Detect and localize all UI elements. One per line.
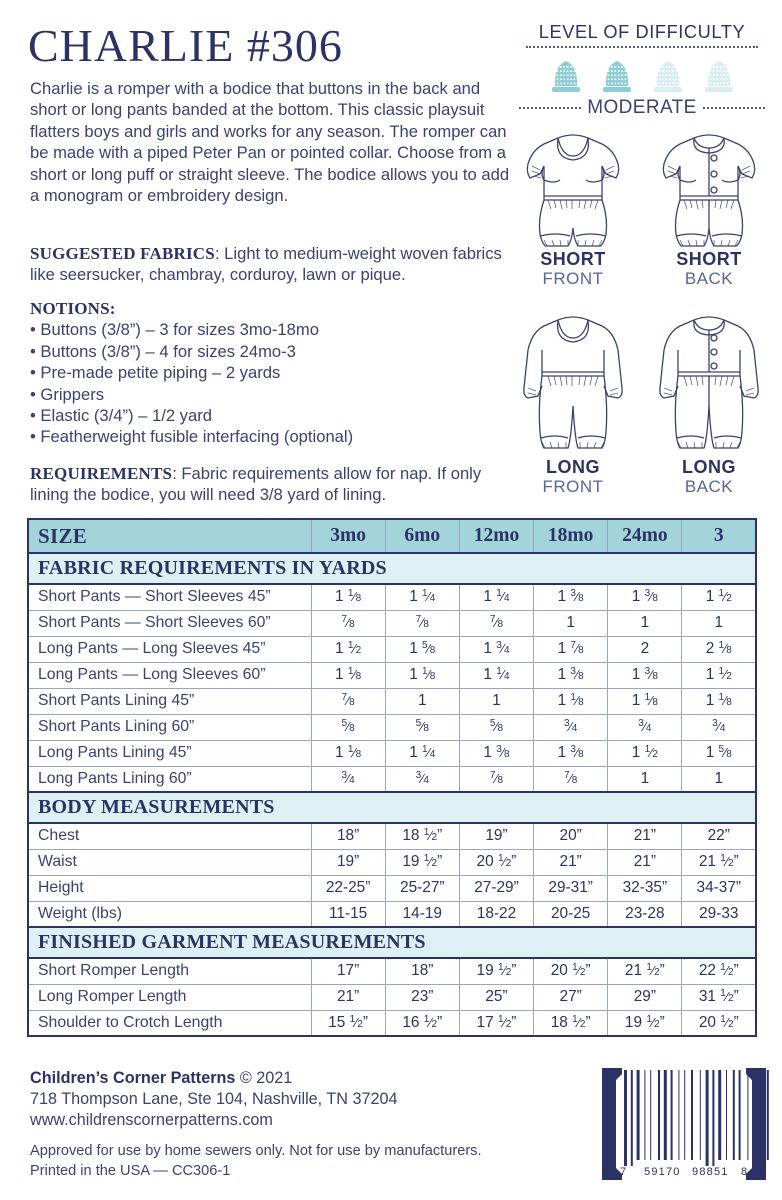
table-row xyxy=(28,688,756,714)
cell-3: 1 $^3$⁄8 xyxy=(534,584,608,610)
cell-4: 19 $^1$⁄2” xyxy=(608,1010,682,1036)
table-row xyxy=(28,901,756,927)
address: 718 Thompson Lane, Ste 104, Nashville, TN 37204 xyxy=(30,1090,398,1108)
cell-5: 31 $^1$⁄2” xyxy=(682,984,756,1010)
table-row xyxy=(28,610,756,636)
row-label: Long Pants Lining 60” xyxy=(28,766,311,792)
cell-5: 34-37” xyxy=(682,875,756,901)
romper-short-back-illustration xyxy=(646,122,772,250)
thimble-filled-icon xyxy=(545,56,587,94)
cell-2: 1 $^1$⁄4 xyxy=(459,584,533,610)
cell-3: 1 $^3$⁄8 xyxy=(534,740,608,766)
cell-0: $^5$⁄8 xyxy=(311,714,385,740)
table-row xyxy=(28,584,756,610)
intro-paragraph: Charlie is a romper with a bodice that buttons in the back and short or long pants banded at the bottom. This classic playsuit flatters boys and girls and works for any season. The romper can be made with a piped Peter Pan or pointed collar. Choose from a short or long puff or straight sleeve. The bodice allows you to add a monogram or embroidery design. xyxy=(30,79,510,206)
cell-4: 1 $^3$⁄8 xyxy=(608,584,682,610)
cell-3: 21” xyxy=(534,849,608,875)
row-label: Short Pants — Short Sleeves 45” xyxy=(28,584,311,610)
cell-1: $^5$⁄8 xyxy=(385,714,459,740)
cell-2: 1 $^1$⁄4 xyxy=(459,662,533,688)
cell-1: 1 $^1$⁄8 xyxy=(385,662,459,688)
barcode-right-group: 98851 xyxy=(692,1166,729,1178)
suggested-fabrics-text: : Light to medium-weight woven fabrics like seersucker, chambray, corduroy, lawn or pique. xyxy=(30,244,502,285)
notions-label: NOTIONS: xyxy=(30,299,116,318)
row-label: Height xyxy=(28,875,311,901)
cell-3: 1 $^7$⁄8 xyxy=(534,636,608,662)
cell-4: 2 xyxy=(608,636,682,662)
table-row xyxy=(28,875,756,901)
cell-5: 21 $^1$⁄2” xyxy=(682,849,756,875)
row-label: Long Romper Length xyxy=(28,984,311,1010)
cell-1: 14-19 xyxy=(385,901,459,927)
cell-0: 1 $^1$⁄2 xyxy=(311,636,385,662)
list-item: • Featherweight fusible interfacing (optional) xyxy=(30,427,354,447)
approval-notice: Approved for use by home sewers only. Not for use by manufacturers. xyxy=(30,1143,482,1159)
cell-4: 21” xyxy=(608,823,682,849)
cell-0: $^7$⁄8 xyxy=(311,610,385,636)
cell-0: 11-15 xyxy=(311,901,385,927)
barcode-left-digit: 7 xyxy=(620,1166,627,1178)
cell-5: 20 $^1$⁄2” xyxy=(682,1010,756,1036)
row-label: Short Romper Length xyxy=(28,958,311,984)
cell-5: 22 $^1$⁄2” xyxy=(682,958,756,984)
cell-2: 20 $^1$⁄2” xyxy=(459,849,533,875)
header-size-4: 24mo xyxy=(608,519,682,553)
footer-spacer xyxy=(30,1131,570,1142)
cell-3: 1 xyxy=(534,610,608,636)
cell-1: 1 $^1$⁄4 xyxy=(385,740,459,766)
row-label: Shoulder to Crotch Length xyxy=(28,1010,311,1036)
figure-row-short xyxy=(508,122,774,288)
cell-2: $^7$⁄8 xyxy=(459,766,533,792)
cell-3: 20-25 xyxy=(534,901,608,927)
cell-5: 1 xyxy=(682,766,756,792)
notions-list xyxy=(30,319,530,447)
figure-caption-line2: FRONT xyxy=(542,477,604,496)
cell-4: 29” xyxy=(608,984,682,1010)
header-size-5: 3 xyxy=(682,519,756,553)
list-item: • Grippers xyxy=(30,384,105,404)
cell-1: 18 $^1$⁄2” xyxy=(385,823,459,849)
table-row xyxy=(28,1010,756,1036)
figure-caption-line1: LONG xyxy=(682,457,736,477)
row-label: Long Pants Lining 45” xyxy=(28,740,311,766)
cell-0: $^7$⁄8 xyxy=(311,688,385,714)
row-label: Weight (lbs) xyxy=(28,901,311,927)
cell-3: 1 $^3$⁄8 xyxy=(534,662,608,688)
cell-1: 18” xyxy=(385,958,459,984)
list-item: • Buttons (3/8”) – 4 for sizes 24mo-3 xyxy=(30,341,296,361)
difficulty-title: LEVEL OF DIFFICULTY xyxy=(538,22,746,42)
copyright: © 2021 xyxy=(239,1069,293,1087)
cell-0: 21” xyxy=(311,984,385,1010)
cell-3: 27” xyxy=(534,984,608,1010)
figure-caption-line1: LONG xyxy=(546,457,600,477)
page-title: CHARLIE #306 xyxy=(28,20,343,71)
cell-1: $^7$⁄8 xyxy=(385,610,459,636)
print-code: Printed in the USA — CC306-1 xyxy=(30,1162,231,1179)
figure-row-long xyxy=(508,306,774,496)
company-name: Children’s Corner Patterns xyxy=(30,1069,236,1087)
row-label: Waist xyxy=(28,849,311,875)
cell-1: 1 xyxy=(385,688,459,714)
size-chart xyxy=(27,518,757,1037)
cell-3: $^7$⁄8 xyxy=(534,766,608,792)
difficulty-meter xyxy=(518,22,766,119)
table-row xyxy=(28,958,756,984)
cell-5: $^3$⁄4 xyxy=(682,714,756,740)
cell-4: 23-28 xyxy=(608,901,682,927)
cell-2: 19” xyxy=(459,823,533,849)
header-size-0: 3mo xyxy=(311,519,385,553)
cell-5: 1 xyxy=(682,610,756,636)
barcode-left-group: 59170 xyxy=(644,1166,681,1178)
list-item: • Buttons (3/8”) – 3 for sizes 3mo-18mo xyxy=(30,320,319,340)
specification-table xyxy=(27,518,755,1037)
table-row xyxy=(28,662,756,688)
table-row xyxy=(28,766,756,792)
cell-2: 17 $^1$⁄2” xyxy=(459,1010,533,1036)
header-size-1: 6mo xyxy=(385,519,459,553)
barcode-right-digit: 8 xyxy=(741,1166,748,1178)
cell-2: 1 $^3$⁄4 xyxy=(459,636,533,662)
cell-1: 1 $^1$⁄4 xyxy=(385,584,459,610)
table-row xyxy=(28,636,756,662)
cell-5: 2 $^1$⁄8 xyxy=(682,636,756,662)
cell-4: 1 $^3$⁄8 xyxy=(608,662,682,688)
difficulty-rating-label: MODERATE xyxy=(587,97,697,118)
cell-3: 1 $^1$⁄8 xyxy=(534,688,608,714)
thimble-rating xyxy=(518,56,766,94)
cell-4: 1 xyxy=(608,610,682,636)
cell-5: 1 $^1$⁄8 xyxy=(682,688,756,714)
table-row xyxy=(28,984,756,1010)
cell-0: 17” xyxy=(311,958,385,984)
cell-2: 25” xyxy=(459,984,533,1010)
figure-long-front xyxy=(510,306,636,496)
cell-4: 32-35” xyxy=(608,875,682,901)
cell-5: 1 $^1$⁄2 xyxy=(682,662,756,688)
figure-short-back xyxy=(646,122,772,288)
table-row xyxy=(28,740,756,766)
cell-2: 27-29” xyxy=(459,875,533,901)
cell-3: 18 $^1$⁄2” xyxy=(534,1010,608,1036)
cell-2: 18-22 xyxy=(459,901,533,927)
cell-3: 20 $^1$⁄2” xyxy=(534,958,608,984)
cell-0: 18” xyxy=(311,823,385,849)
table-section-header xyxy=(28,553,756,584)
section-title: FINISHED GARMENT MEASUREMENTS xyxy=(28,927,756,958)
cell-4: 21” xyxy=(608,849,682,875)
row-label: Long Pants — Long Sleeves 60” xyxy=(28,662,311,688)
cell-2: $^7$⁄8 xyxy=(459,610,533,636)
row-label: Short Pants Lining 45” xyxy=(28,688,311,714)
divider-dashed-left xyxy=(519,107,581,109)
cell-2: 1 xyxy=(459,688,533,714)
barcode-graphic xyxy=(598,1062,770,1186)
cell-1: 19 $^1$⁄2” xyxy=(385,849,459,875)
figure-caption-line2: FRONT xyxy=(542,269,604,288)
figure-long-back xyxy=(646,306,772,496)
row-label: Short Pants Lining 60” xyxy=(28,714,311,740)
cell-5: 29-33 xyxy=(682,901,756,927)
cell-3: $^3$⁄4 xyxy=(534,714,608,740)
cell-4: $^3$⁄4 xyxy=(608,714,682,740)
cell-2: $^5$⁄8 xyxy=(459,714,533,740)
header-size-3: 18mo xyxy=(534,519,608,553)
cell-5: 1 $^5$⁄8 xyxy=(682,740,756,766)
figure-caption-line1: SHORT xyxy=(676,249,742,269)
figure-caption-line2: BACK xyxy=(684,477,734,496)
table-row xyxy=(28,714,756,740)
cell-0: 19” xyxy=(311,849,385,875)
requirements-label: REQUIREMENTS xyxy=(30,464,173,483)
notions-section xyxy=(30,298,530,448)
thimble-filled-icon xyxy=(596,56,638,94)
suggested-fabrics-section xyxy=(30,243,528,286)
requirements-text: : Fabric requirements allow for nap. If only lining the bodice, you will need 3/8 yard of lining. xyxy=(30,464,482,505)
barcode xyxy=(598,1062,770,1186)
cell-3: 20” xyxy=(534,823,608,849)
cell-4: 21 $^1$⁄2” xyxy=(608,958,682,984)
section-title: BODY MEASUREMENTS xyxy=(28,792,756,823)
table-row xyxy=(28,849,756,875)
cell-4: 1 xyxy=(608,766,682,792)
cell-2: 1 $^3$⁄8 xyxy=(459,740,533,766)
cell-0: 22-25” xyxy=(311,875,385,901)
thimble-empty-icon xyxy=(698,56,740,94)
list-item: • Pre-made petite piping – 2 yards xyxy=(30,363,281,383)
thimble-empty-icon xyxy=(647,56,689,94)
header-size-2: 12mo xyxy=(459,519,533,553)
divider-dashed-right xyxy=(703,107,765,109)
figure-caption-line1: SHORT xyxy=(540,249,606,269)
cell-4: 1 $^1$⁄2 xyxy=(608,740,682,766)
garment-illustrations xyxy=(508,122,774,496)
romper-long-front-illustration xyxy=(510,306,636,458)
cell-4: 1 $^1$⁄8 xyxy=(608,688,682,714)
table-section-header xyxy=(28,927,756,958)
list-item: • Elastic (3/4”) – 1/2 yard xyxy=(30,406,212,426)
footer-company-line xyxy=(30,1068,570,1089)
cell-0: 1 $^1$⁄8 xyxy=(311,740,385,766)
romper-short-front-illustration xyxy=(510,122,636,250)
row-label: Short Pants — Short Sleeves 60” xyxy=(28,610,311,636)
romper-long-back-illustration xyxy=(646,306,772,458)
footer xyxy=(30,1068,570,1181)
cell-5: 1 $^1$⁄2 xyxy=(682,584,756,610)
divider-dashed-top xyxy=(526,46,758,48)
website[interactable]: www.childrenscornerpatterns.com xyxy=(30,1111,273,1129)
table-header-row xyxy=(28,519,756,553)
cell-1: $^3$⁄4 xyxy=(385,766,459,792)
header-size-label: SIZE xyxy=(28,519,311,553)
row-label: Long Pants — Long Sleeves 45” xyxy=(28,636,311,662)
cell-3: 29-31” xyxy=(534,875,608,901)
cell-0: 1 $^1$⁄8 xyxy=(311,584,385,610)
cell-0: 15 $^1$⁄2” xyxy=(311,1010,385,1036)
cell-5: 22” xyxy=(682,823,756,849)
figure-caption-line2: BACK xyxy=(684,269,734,288)
cell-1: 1 $^5$⁄8 xyxy=(385,636,459,662)
section-title: FABRIC REQUIREMENTS IN YARDS xyxy=(28,553,756,584)
table-section-header xyxy=(28,792,756,823)
table-row xyxy=(28,823,756,849)
requirements-section xyxy=(30,463,520,506)
difficulty-rating-row xyxy=(518,97,766,119)
cell-1: 16 $^1$⁄2” xyxy=(385,1010,459,1036)
cell-1: 25-27” xyxy=(385,875,459,901)
row-label: Chest xyxy=(28,823,311,849)
suggested-fabrics-label: SUGGESTED FABRICS xyxy=(30,244,215,263)
cell-0: 1 $^1$⁄8 xyxy=(311,662,385,688)
cell-2: 19 $^1$⁄2” xyxy=(459,958,533,984)
cell-1: 23” xyxy=(385,984,459,1010)
figure-short-front xyxy=(510,122,636,288)
cell-0: $^3$⁄4 xyxy=(311,766,385,792)
